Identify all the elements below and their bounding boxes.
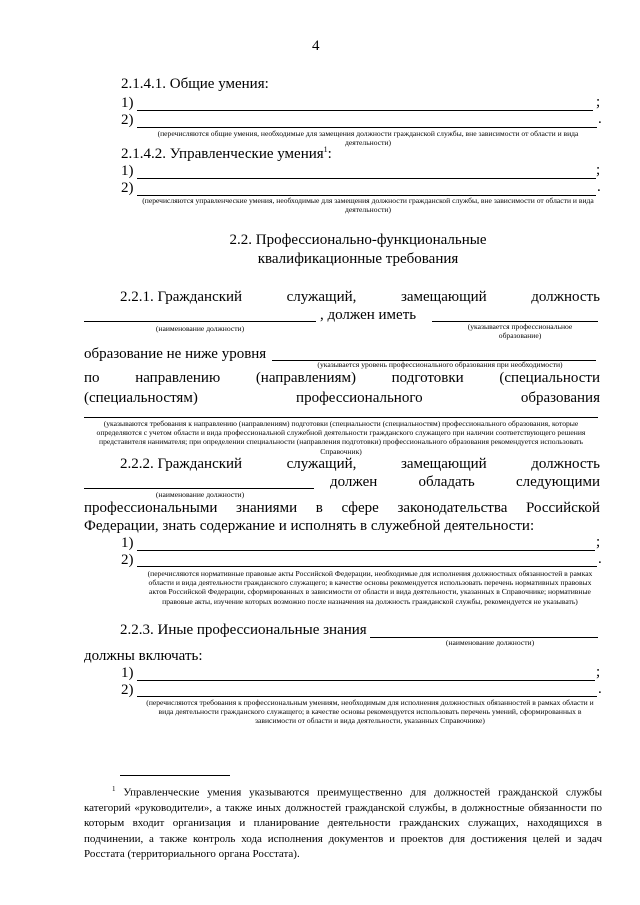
- field-label: (наименование должности): [445, 638, 535, 647]
- fill-line[interactable]: [137, 110, 593, 111]
- word: Российской: [526, 500, 600, 516]
- must-include-text: должны включать:: [84, 648, 203, 664]
- word: профессиональными: [84, 500, 218, 516]
- section-2142-title-text: 2.1.4.2. Управленческие умения: [121, 146, 324, 162]
- list-number: 2): [121, 180, 134, 196]
- word: (направлениям): [255, 370, 356, 386]
- footnote-marker: 1: [112, 785, 116, 793]
- section-221-line3: [84, 370, 600, 387]
- section-2141-title: 2.1.4.1. Общие умения:: [121, 76, 269, 92]
- word: следующими: [515, 474, 600, 490]
- punctuation: ;: [596, 664, 601, 680]
- field-label: (наименование должности): [155, 324, 245, 333]
- word: служащий,: [286, 456, 357, 472]
- word: направлению: [135, 370, 221, 386]
- word: должен: [330, 474, 378, 490]
- fill-line[interactable]: [137, 566, 597, 567]
- page-number: 4: [312, 38, 320, 54]
- field-label: (наименование должности): [155, 490, 245, 499]
- section-221-line1: [120, 289, 600, 306]
- section-222-line4: Федерации, знать содержание и исполнять в служебной деятельности:: [84, 518, 535, 534]
- word: замещающий: [400, 289, 487, 305]
- punctuation: .: [597, 179, 601, 195]
- footnote-text: Управленческие умения указываются преимущественно для должностей гражданской службы категорий «руководители», а также иных должностей гражданской службы, в должностные обязанности по которым входит организация и планирование деятельности гражданских служащих, находящихся в подчинении, а также контроль хода исполнения документов и проектов для достижения целей и задач Росстата (территориального органа Росстата).: [84, 786, 603, 860]
- word: 2.2.2. Гражданский: [120, 456, 243, 472]
- position-name-line[interactable]: [84, 321, 316, 322]
- punctuation: ;: [596, 94, 601, 110]
- word: 2.2.1. Гражданский: [120, 289, 243, 305]
- punctuation: .: [598, 551, 602, 567]
- word: (специальности: [499, 370, 600, 386]
- field-note: (указываются требования к направлению (направлениям) подготовки (специальности (специальностям) профессионального образования, которые определяются с учетом области и вида профессиональной служебной деятельности гражданского служащего при наличии соответствующего решения представителя нанимателя; при определении специальности (направления подготовки) профессионального образования рекомендуется использовать Справочник): [96, 419, 586, 456]
- footnote: [84, 782, 602, 862]
- list-number: 2): [121, 112, 134, 128]
- fill-line[interactable]: [137, 127, 597, 128]
- word: законодательства: [397, 500, 508, 516]
- list-number: 1): [121, 163, 134, 179]
- footnote-ref: 1: [323, 145, 328, 154]
- list-number: 2): [121, 552, 134, 568]
- word: (специальностям): [84, 390, 198, 406]
- punctuation: ;: [596, 534, 601, 550]
- list-number: 2): [121, 682, 134, 698]
- word: в: [315, 500, 323, 516]
- fill-line[interactable]: [137, 680, 595, 681]
- section-222-line2: [330, 474, 600, 491]
- fill-line[interactable]: [137, 550, 595, 551]
- word: по: [84, 370, 100, 386]
- word: подготовки: [391, 370, 464, 386]
- punctuation: .: [598, 681, 602, 697]
- colon: :: [327, 146, 332, 162]
- section-22-heading-line1: 2.2. Профессионально-функциональные: [229, 232, 487, 248]
- word: должность: [531, 289, 600, 305]
- section-222-line3: [84, 500, 600, 517]
- education-level-text: образование не ниже уровня: [84, 346, 267, 362]
- word: служащий,: [286, 289, 357, 305]
- field-note: (перечисляются управленческие умения, необходимые для замещения должности гражданской службы, вне зависимости от области и вида деятельности): [142, 196, 594, 215]
- fill-line[interactable]: [84, 417, 598, 418]
- punctuation: .: [598, 111, 602, 127]
- list-number: 1): [121, 665, 134, 681]
- list-number: 1): [121, 95, 134, 111]
- word: должность: [531, 456, 600, 472]
- section-223-title: 2.2.3. Иные профессиональные знания: [120, 622, 367, 638]
- field-label: (указывается уровень профессионального образования при необходимости): [317, 360, 563, 369]
- word: знаниями: [236, 500, 298, 516]
- word: сфере: [341, 500, 379, 516]
- position-name-line[interactable]: [84, 488, 314, 489]
- list-number: 1): [121, 535, 134, 551]
- word: профессионального: [296, 390, 423, 406]
- word: замещающий: [400, 456, 487, 472]
- fill-line[interactable]: [137, 178, 596, 179]
- word: образования: [520, 390, 600, 406]
- field-note: (перечисляются общие умения, необходимые для замещения должности гражданской службы, вне зависимости от области и вида деятельности): [157, 129, 579, 148]
- section-2142-title: [121, 145, 332, 163]
- word: обладать: [418, 474, 475, 490]
- must-have-text: , должен иметь: [320, 307, 417, 323]
- section-221-line4: [84, 390, 600, 407]
- section-22-heading-line2: квалификационные требования: [257, 251, 459, 267]
- punctuation: ;: [596, 162, 601, 178]
- field-label: образование): [498, 331, 542, 340]
- field-label: (указывается профессиональное: [467, 322, 573, 331]
- section-222-line1: [120, 456, 600, 473]
- footnote-separator: [120, 775, 230, 776]
- field-note: (перечисляются требования к профессиональным умениям, необходимым для исполнения должностных обязанностей в рамках области и вида деятельности гражданского служащего; в качестве основы рекомендуется использовать перечень умений, сформированных в зависимости от области и вида деятельности, указанных Справочнике): [146, 698, 594, 726]
- fill-line[interactable]: [137, 696, 597, 697]
- field-note: (перечисляются нормативные правовые акты Российской Федерации, необходимые для исполнения должностных обязанностей в рамках области и вида деятельности гражданского служащего; в качестве основы рекомендуется использовать перечень нормативных правовых актов Российской Федерации, сформированных в зависимости от области и вида деятельности, указанных в Справочнике; нормативные правовые акты, изучение которых возможно после назначения на должность гражданской службы, рекомендуется не указывать): [147, 569, 593, 606]
